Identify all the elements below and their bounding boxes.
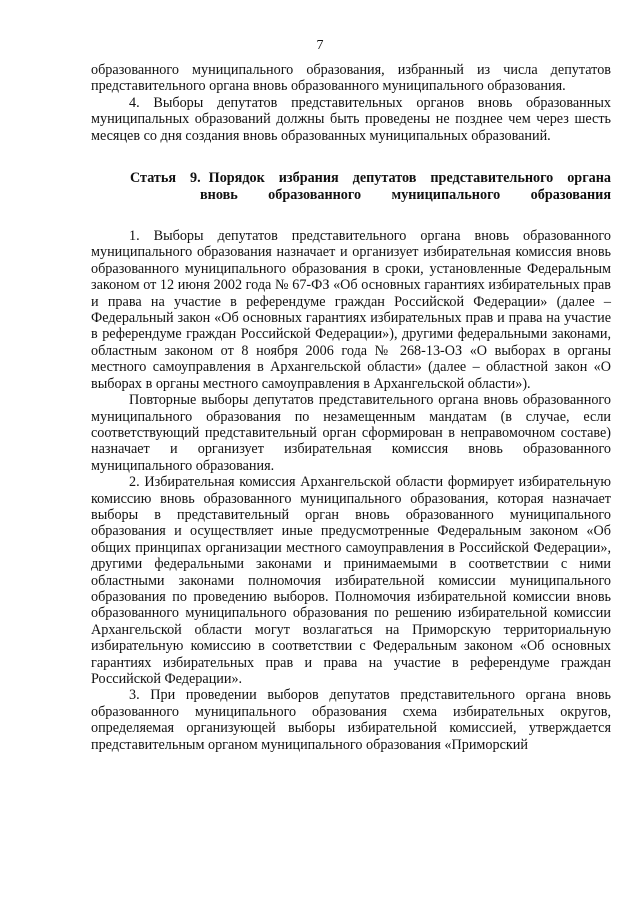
- article-paragraph-2: 2. Избирательная комиссия Архангельской области формирует избирательную комиссию вновь образованного муниципального образования, которая назначает выборы в представительный орган вновь образованного муниципального образования и осуществляет иные предусмотренные Федеральным законом «Об общих принципах организации местного самоуправления в Российской Федерации», другими федеральными законами и принимаемыми в соответствии с ними областными законами полномочия избирательной комиссии муниципального образования по проведению выборов. Полномочия избирательной комиссии вновь образованного муниципального образования по решению избирательной комиссии Архангельской области могут возлагаться на Приморскую территориальную избирательную комиссию в соответствии с Федеральным законом «Об основных гарантиях избирательных прав и права на участие в референдуме граждан Российской Федерации».: [91, 474, 611, 687]
- article-title-line2: вновь образованного муниципального образования: [200, 187, 611, 204]
- article-title-line1: Порядок избрания депутатов представительного органа: [208, 170, 611, 187]
- document-body: [91, 62, 611, 753]
- article-paragraph-1-repeat-elections: Повторные выборы депутатов представительного органа вновь образованного муниципального образования по незамещенным мандатам (в случае, если соответствующий представительный орган сформирован в неправомочном составе) назначает и организует избирательная комиссия вновь образованного муниципального образования.: [91, 392, 611, 474]
- article-heading: [91, 170, 611, 204]
- article-paragraph-3: 3. При проведении выборов депутатов представительного органа вновь образованного муниципального образования схема избирательных округов, определяемая организующей выборы избирательной комиссией, утверждается представительным органом муниципального образования «Приморский: [91, 687, 611, 753]
- article-paragraph-1: 1. Выборы депутатов представительного органа вновь образованного муниципального образования назначает и организует избирательная комиссия вновь образованного муниципального образования в сроки, установленные Федеральным законом от 12 июня 2002 года № 67-ФЗ «Об основных гарантиях избирательных прав и права на участие в референдуме граждан Российской Федерации» (далее – Федеральный закон «Об основных гарантиях избирательных прав и права на участие в референдуме граждан Российской Федерации»), другими федеральными законами, областным законом от 8 ноября 2006 года № 268-13-ОЗ «О выборах в органы местного самоуправления в Архангельской области» (далее – областной закон «О выборах в органы местного самоуправления в Архангельской области»).: [91, 228, 611, 392]
- article-number: Статья 9.: [130, 170, 201, 187]
- paragraph-4: 4. Выборы депутатов представительных органов вновь образованных муниципальных образований должны быть проведены не позднее чем через шесть месяцев со дня создания вновь образованных муниципальных образований.: [91, 94, 611, 144]
- page-number: 7: [316, 38, 324, 53]
- paragraph-continuation: образованного муниципального образования, избранный из числа депутатов представительного органа вновь образованного муниципального образования.: [91, 62, 611, 95]
